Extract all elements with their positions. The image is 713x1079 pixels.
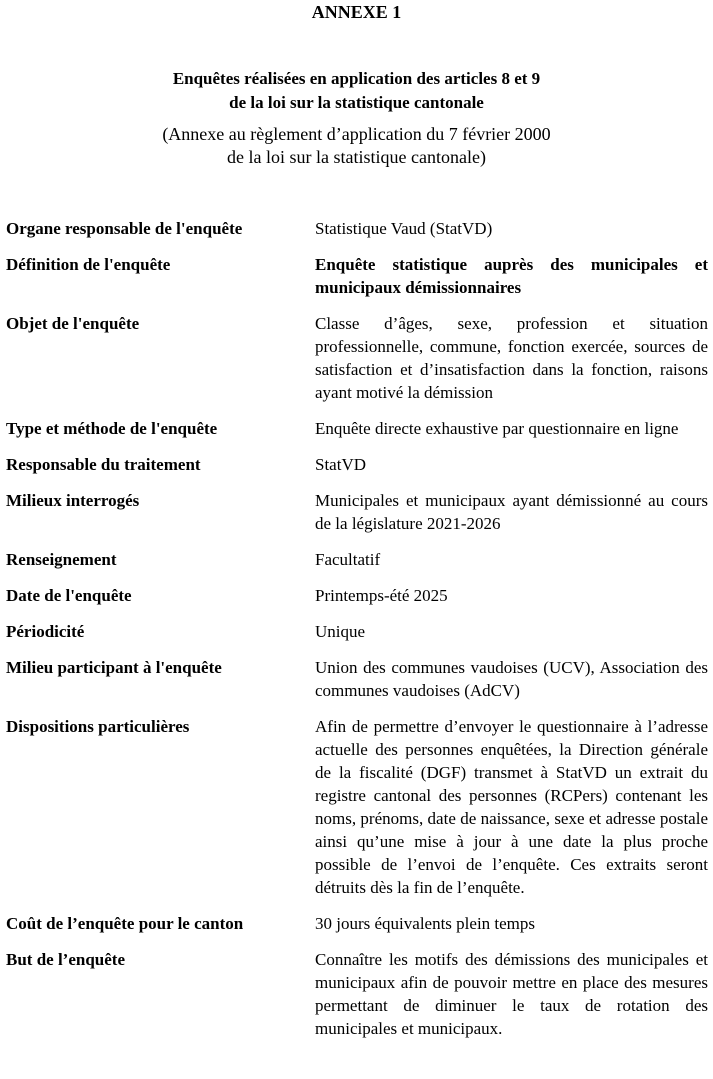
row-value: Afin de permettre d’envoyer le questionnaire à l’adresse actuelle des personnes enquêtées, la Direction générale de la fiscalité (DGF) transmet à StatVD un extrait du registre cantonal des personnes (RCPers) contenant les noms, prénoms, date de naissance, sexe et adresse postale ainsi qu’une mise à jour à une date la plus proche possible de l’envoi de l’enquête. Ces extraits seront détruits dès la fin de l’enquête. — [315, 717, 708, 897]
row-value: Printemps-été 2025 — [315, 586, 448, 605]
row-but — [6, 948, 708, 1040]
row-value: Enquête statistique auprès des municipales et municipaux démissionnaires — [315, 255, 708, 297]
row-value: Classe d’âges, sexe, profession et situation professionnelle, commune, fonction exercée, sources de satisfaction et d’insatisfaction dans la fonction, raisons ayant motivé la démission — [315, 314, 708, 402]
row-organe-responsable — [6, 217, 708, 240]
row-milieu-participant — [6, 656, 708, 702]
row-value: StatVD — [315, 455, 366, 474]
row-label: Périodicité — [6, 622, 85, 641]
row-value: Enquête directe exhaustive par questionnaire en ligne — [315, 419, 679, 438]
row-label: Définition de l'enquête — [6, 255, 171, 274]
row-dispositions — [6, 715, 708, 899]
subtitle-line-2: de la loi sur la statistique cantonale) — [227, 147, 486, 167]
row-label: Dispositions particulières — [6, 717, 190, 736]
document-title — [0, 67, 713, 115]
row-value: Facultatif — [315, 550, 381, 569]
row-label: Coût de l’enquête pour le canton — [6, 914, 244, 933]
row-label: Renseignement — [6, 550, 117, 569]
row-responsable-traitement — [6, 453, 708, 476]
row-type-methode — [6, 417, 708, 440]
row-definition — [6, 253, 708, 299]
title-line-2: de la loi sur la statistique cantonale — [229, 93, 484, 112]
row-value: Connaître les motifs des démissions des municipales et municipaux afin de pouvoir mettre en place des mesures permettant de diminuer le taux de rotation des municipales et municipaux. — [315, 950, 708, 1038]
row-value: Municipales et municipaux ayant démissionné au cours de la législature 2021-2026 — [315, 491, 708, 533]
title-line-1: Enquêtes réalisées en application des articles 8 et 9 — [172, 69, 541, 88]
survey-details-table — [6, 217, 708, 1053]
row-label: Type et méthode de l'enquête — [6, 419, 218, 438]
row-label: Responsable du traitement — [6, 455, 201, 474]
row-date — [6, 584, 708, 607]
row-label: Milieu participant à l'enquête — [6, 658, 222, 677]
row-label: Date de l'enquête — [6, 586, 132, 605]
annex-title: ANNEXE 1 — [311, 2, 402, 22]
row-label: Milieux interrogés — [6, 491, 140, 510]
row-cout — [6, 912, 708, 935]
row-milieux-interroges — [6, 489, 708, 535]
row-value: Unique — [315, 622, 366, 641]
row-label: Objet de l'enquête — [6, 314, 140, 333]
row-label: But de l’enquête — [6, 950, 125, 969]
row-value: Union des communes vaudoises (UCV), Association des communes vaudoises (AdCV) — [315, 658, 708, 700]
row-periodicite — [6, 620, 708, 643]
row-renseignement — [6, 548, 708, 571]
document-subtitle — [0, 123, 713, 169]
subtitle-line-1: (Annexe au règlement d’application du 7 février 2000 — [162, 124, 551, 144]
row-label: Organe responsable de l'enquête — [6, 219, 243, 238]
row-value: 30 jours équivalents plein temps — [315, 914, 536, 933]
row-objet — [6, 312, 708, 404]
row-value: Statistique Vaud (StatVD) — [315, 219, 493, 238]
